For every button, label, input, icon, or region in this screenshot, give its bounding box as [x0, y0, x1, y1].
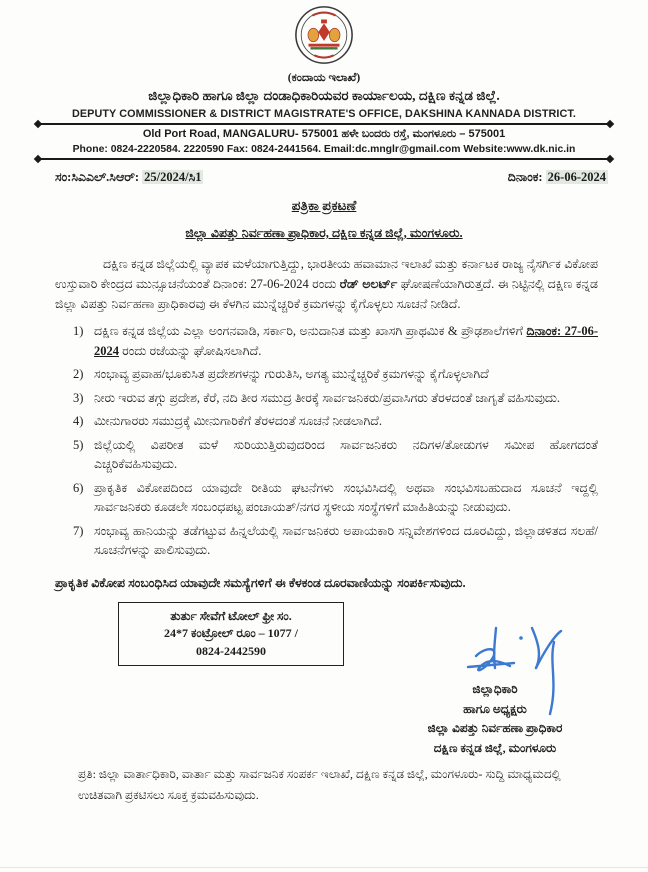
reference-label: ಸಂ:ಸಿಎಎಲ್.ಸಿಆರ್: — [55, 170, 143, 184]
list-item-number: 1) — [73, 324, 84, 338]
date-value: 26-06-2024 — [547, 170, 606, 184]
list-item — [73, 479, 598, 518]
emergency-contact-note: ಪ್ರಾಕೃತಿಕ ವಿಕೋಪ ಸಂಬಂಧಿಸಿದ ಯಾವುದೇ ಸಮಸ್ಯೆಗಳಿಗೆ ಈ ಕೆಳಕಂಡ ದೂರವಾಣಿಯನ್ನು ಸಂಪರ್ಕಿಸುವುದು. — [55, 575, 466, 590]
list-item-text — [94, 322, 598, 361]
intro-text-post: ಘೋಷಣೆಯಾಗಿರುತ್ತದೆ. ಈ ನಿಟ್ಟಿನಲ್ಲಿ ದಕ್ಷಿಣ ಕನ್ನಡ ಜಿಲ್ಲಾ ವಿಪತ್ತು ನಿರ್ವಹಣಾ ಪ್ರಾಧಿಕಾರವು ಈ ಕೆಳಗಿನ ಮುನ್ನೆಚ್ಚರಿಕೆ ಕ್ರಮಗಳನ್ನು ಕೈಗೊಳ್ಳಲು ಸೂಚನೆ ನೀಡಿದೆ. — [55, 277, 598, 311]
list-item — [73, 389, 598, 409]
signatory-title-4: ದಕ್ಷಿಣ ಕನ್ನಡ ಜಿಲ್ಲೆ, ಮಂಗಳೂರು — [433, 740, 557, 755]
signatory-title-2: ಹಾಗೂ ಅಧ್ಯಕ್ಷರು — [463, 701, 527, 716]
tollfree-line-1: ತುರ್ತು ಸೇವೆಗೆ ಟೋಲ್ ಫ್ರೀ ಸಂ. — [170, 608, 292, 623]
list-item-number: 6) — [73, 480, 84, 495]
list-item — [73, 522, 598, 561]
red-alert-text: ರೆಡ್ ಅಲರ್ಟ್ — [339, 277, 398, 291]
list-item — [73, 365, 598, 385]
list-item-number: 5) — [73, 437, 84, 452]
office-contact-line: Phone: 0824-2220584. 2220590 Fax: 0824-2441564. Email:dc.mnglr@gmail.com Website:www.dk.nic.in — [72, 144, 576, 155]
document-subtitle: ಜಿಲ್ಲಾ ವಿಪತ್ತು ನಿರ್ವಹಣಾ ಪ್ರಾಧಿಕಾರ, ದಕ್ಷಿಣ ಕನ್ನಡ ಜಿಲ್ಲೆ, ಮಂಗಳೂರು. — [185, 226, 463, 240]
list-item-emphasis: ದಿನಾಂಕ: 27-06-2024 — [94, 324, 598, 358]
header-divider-top — [38, 123, 610, 125]
emblem-container — [0, 0, 648, 71]
list-item-text: ಸಂಭಾವ್ಯ ಪ್ರವಾಹ/ಭೂಕುಸಿತ ಪ್ರದೇಶಗಳನ್ನು ಗುರುತಿಸಿ, ಅಗತ್ಯ ಮುನ್ನೆಚ್ಚರಿಕೆ ಕ್ರಮಗಳನ್ನು ಕೈಗೊಳ್ಳಲಾಗಿದೆ — [94, 367, 489, 381]
karnataka-state-emblem-icon — [293, 4, 355, 66]
list-item — [73, 436, 598, 475]
tollfree-line-3: 0824-2442590 — [196, 643, 266, 658]
signatory-block — [370, 680, 620, 758]
list-item-segment: ದಕ್ಷಿಣ ಕನ್ನಡ ಜಿಲ್ಲೆಯ ಎಲ್ಲಾ ಅಂಗನವಾಡಿ, ಸರ್ಕಾರಿ, ಅನುದಾನಿತ ಮತ್ತು ಖಾಸಗಿ ಪ್ರಾಥಮಿಕ & ಪ್ರೌಢಶಾಲೆಗಳಿಗೆ — [94, 324, 527, 338]
list-item-number: 2) — [73, 367, 84, 381]
list-item-text: ಮೀನುಗಾರರು ಸಮುದ್ರಕ್ಕೆ ಮೀನುಗಾರಿಕೆಗೆ ತೆರಳದಂತೆ ಸೂಚನೆ ನೀಡಲಾಗಿದೆ. — [94, 414, 382, 428]
office-title-kannada: ಜಿಲ್ಲಾಧಿಕಾರಿ ಹಾಗೂ ಜಿಲ್ಲಾ ದಂಡಾಧಿಕಾರಿಯವರ ಕಾರ್ಯಾಲಯ, ದಕ್ಷಿಣ ಕನ್ನಡ ಜಿಲ್ಲೆ. — [148, 88, 500, 103]
page-bottom-edge — [0, 867, 648, 868]
list-item-text: ಸಂಭಾವ್ಯ ಹಾನಿಯನ್ನು ತಡೆಗಟ್ಟುವ ಹಿನ್ನಲೆಯಲ್ಲಿ ಸಾರ್ವಜನಿಕರು ಅಪಾಯಕಾರಿ ಸನ್ನಿವೇಶಗಳಿಂದ ದೂರವಿದ್ದು, ಜಿಲ್ಲಾಡಳಿತದ ಸಲಹೆ/ಸೂಚನೆಗಳನ್ನು ಪಾಲಿಸುವುದು. — [94, 523, 598, 557]
intro-paragraph — [55, 254, 598, 314]
list-item-number: 3) — [73, 390, 84, 405]
list-item — [73, 412, 598, 432]
instructions-list — [73, 322, 598, 561]
document-date — [508, 170, 608, 185]
reference-value: 25/2024/ಸಿ1 — [144, 170, 202, 184]
list-item-number: 4) — [73, 414, 84, 428]
list-item-text: ಜಿಲ್ಲೆಯಲ್ಲಿ ವಿಪರೀತ ಮಳೆ ಸುರಿಯುತ್ತಿರುವುದರಿಂದ ಸಾರ್ವಜನಿಕರು ನದಿಗಳ/ತೋಡುಗಳ ಸಮೀಪ ಹೋಗದಂತೆ ಎಚ್ಚರಿಕೆವಹಿಸುವುದು. — [94, 437, 598, 471]
document-title: ಪತ್ರಿಕಾ ಪ್ರಕಟಣೆ — [291, 198, 357, 213]
office-address: Old Port Road, MANGALURU- 575001 ಹಳೇ ಬಂದರು ರಸ್ತೆ, ಮಂಗಳೂರು – 575001 — [142, 128, 506, 140]
list-item — [73, 322, 598, 361]
signatory-title-3: ಜಿಲ್ಲಾ ವಿಪತ್ತು ನಿರ್ವಹಣಾ ಪ್ರಾಧಿಕಾರ — [427, 721, 563, 735]
list-item-text: ನೀರು ಇರುವ ತಗ್ಗು ಪ್ರದೇಶ, ಕೆರೆ, ನದಿ ತೀರ ಸಮುದ್ರ ತೀರಕ್ಕೆ ಸಾರ್ವಜನಿಕರು/ಪ್ರವಾಸಿಗರು ತೆರಳದಂತೆ ಜಾಗೃತೆ ವಹಿಸುವುದು. — [94, 390, 561, 405]
copy-to-note: ಪ್ರತಿ: ಜಿಲ್ಲಾ ವಾರ್ತಾಧಿಕಾರಿ, ವಾರ್ತಾ ಮತ್ತು ಸಾರ್ವಜನಿಕ ಸಂಪರ್ಕ ಇಲಾಖೆ, ದಕ್ಷಿಣ ಕನ್ನಡ ಜಿಲ್ಲೆ, ಮಂಗಳೂರು- ಸುದ್ದಿ ಮಾಧ್ಯಮದಲ್ಲಿ ಉಚಿತವಾಗಿ ಪ್ರಕಟಿಸಲು ಸೂಕ್ತ ಕ್ರಮವಹಿಸುವುದು. — [78, 767, 561, 802]
list-item-number: 7) — [73, 523, 84, 538]
date-label: ದಿನಾಂಕ: — [507, 170, 546, 184]
tollfree-box — [118, 602, 344, 667]
intro-text-pre: ದಕ್ಷಿಣ ಕನ್ನಡ ಜಿಲ್ಲೆಯಲ್ಲಿ ವ್ಯಾಪಕ ಮಳೆಯಾಗುತ್ತಿದ್ದು, ಭಾರತೀಯ ಹವಾಮಾನ ಇಲಾಖೆ ಮತ್ತು ಕರ್ನಾಟಕ ರಾಜ್ಯ ನೈಸರ್ಗಿಕ ವಿಕೋಪ ಉಸ್ತುವಾರಿ ಕೇಂದ್ರದ ಮುನ್ಸೂಚನೆಯಂತೆ ದಿನಾಂಕ: 27-06-2024 ರಂದು — [55, 257, 598, 291]
signatory-title-1: ಜಿಲ್ಲಾಧಿಕಾರಿ — [472, 682, 518, 696]
office-title-english: DEPUTY COMMISSIONER & DISTRICT MAGISTRATE'S OFFICE, DAKSHINA KANNADA DISTRICT. — [71, 108, 577, 120]
list-item-segment: ರಂದು ರಜೆಯನ್ನು ಘೋಷಿಸಲಾಗಿದೆ. — [119, 343, 262, 358]
department-caption: (ಕಂದಾಯ ಇಲಾಖೆ) — [287, 72, 361, 84]
reference-row — [0, 160, 648, 185]
reference-number — [55, 170, 203, 185]
tollfree-line-2: 24*7 ಕಂಟ್ರೋಲ್ ರೂಂ – 1077 / — [163, 626, 298, 640]
header-divider-bottom — [38, 158, 610, 160]
list-item-text: ಪ್ರಾಕೃತಿಕ ವಿಕೋಪದಿಂದ ಯಾವುದೇ ರೀತಿಯ ಘಟನೆಗಳು ಸಂಭವಿಸಿದಲ್ಲಿ ಅಥವಾ ಸಂಭವಿಸಬಹುದಾದ ಸೂಚನೆ ಇದ್ದಲ್ಲಿ ಸಾರ್ವಜನಿಕರು ಕೂಡಲೇ ಸಂಬಂಧಪಟ್ಟ ಪಂಚಾಯತ್/ನಗರ ಸ್ಥಳೀಯ ಸಂಸ್ಥೆಗಳಿಗೆ ಮಾಹಿತಿಯನ್ನು ನೀಡುವುದು. — [94, 480, 598, 514]
